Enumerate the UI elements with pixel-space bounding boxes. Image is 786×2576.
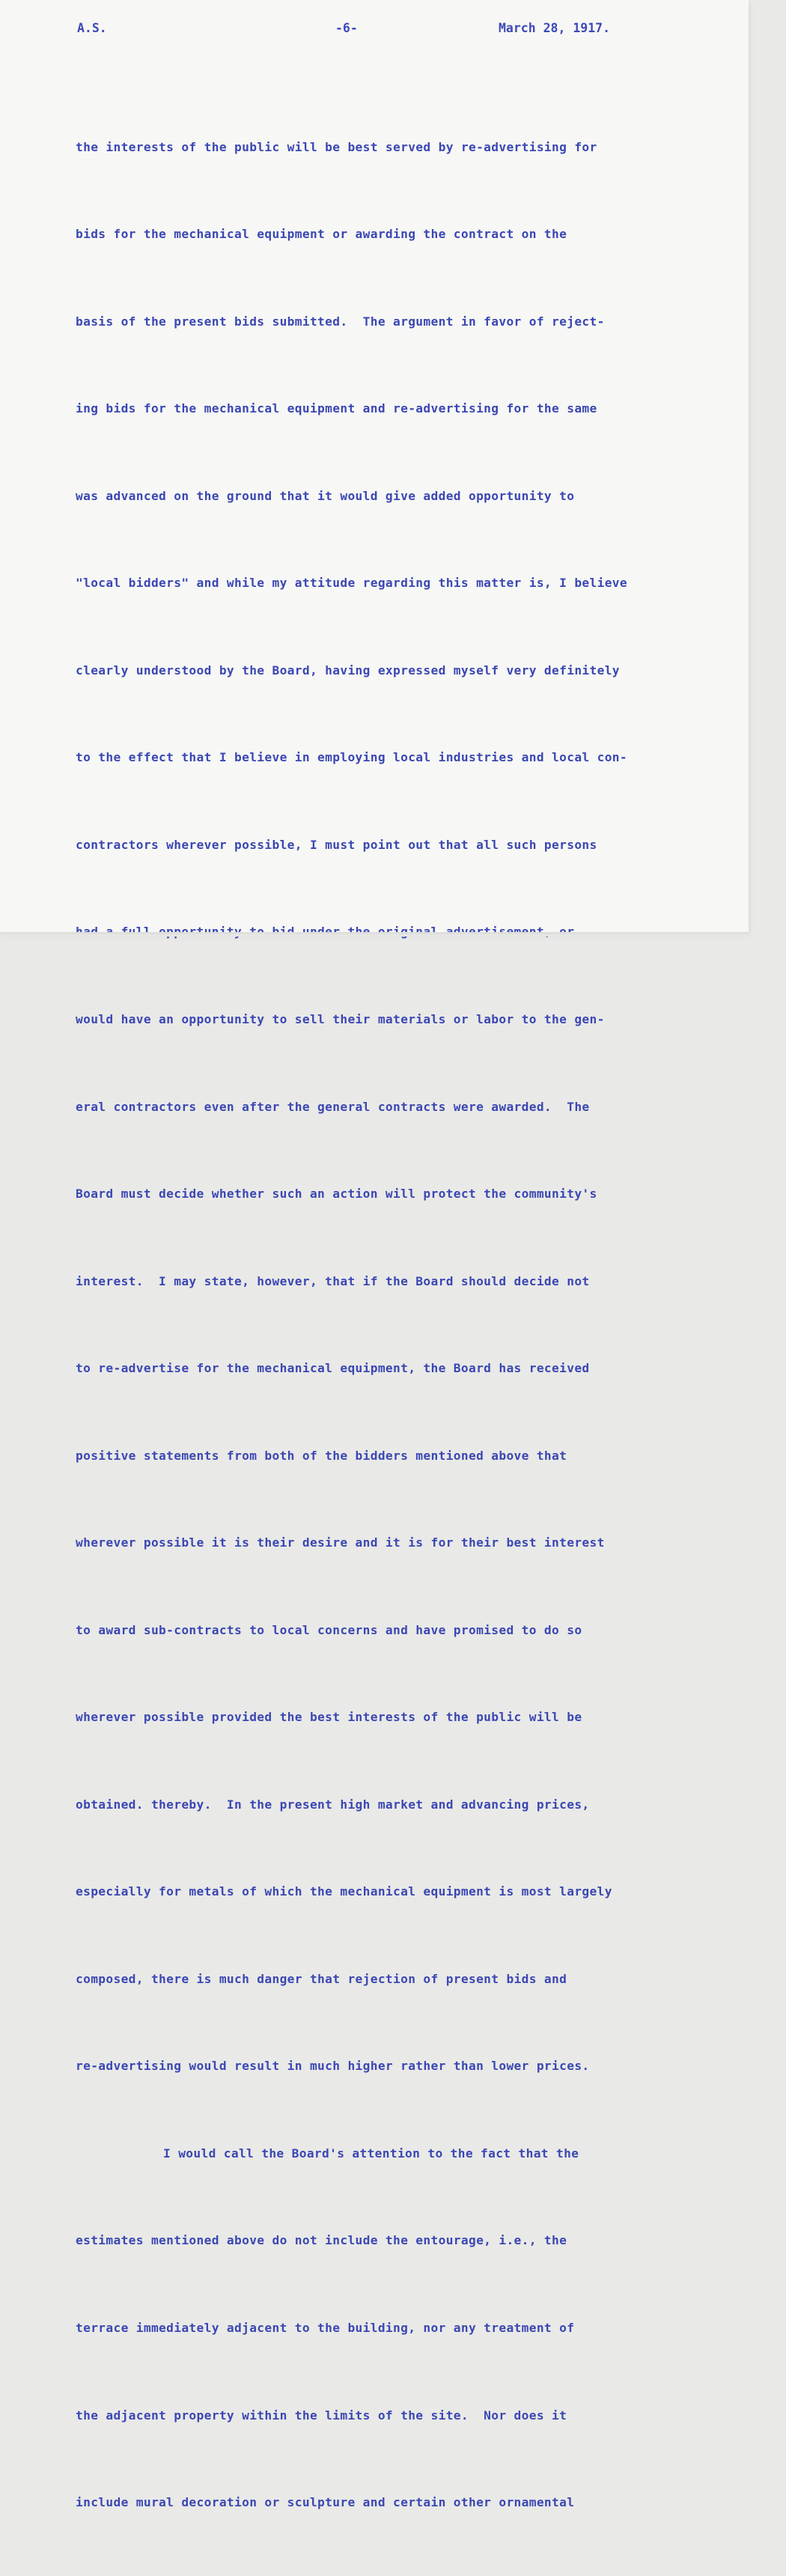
text-line: would have an opportunity to sell their materials or labor to the gen- (76, 1012, 605, 1026)
text-line: "local bidders" and while my attitude regarding this matter is, I believe (76, 576, 627, 591)
text-line: ing bids for the mechanical equipment and re-advertising for the same (76, 401, 597, 416)
text-line: to the effect that I believe in employing local industries and local con- (76, 750, 627, 765)
text-line: re-advertising would result in much higher rather than lower prices. (76, 2059, 590, 2074)
text-line: terrace immediately adjacent to the building, nor any treatment of (76, 2320, 575, 2335)
text-line: estimates mentioned above do not include the entourage, i.e., the (76, 2233, 567, 2248)
text-line: basis of the present bids submitted. The argument in favor of reject- (76, 314, 605, 329)
text-line: the interests of the public will be best served by re-advertising for (76, 139, 597, 154)
text-line: was advanced on the ground that it would give added opportunity to (76, 488, 575, 503)
text-line: clearly understood by the Board, having expressed myself very definitely (76, 663, 620, 678)
text-line: composed, there is much danger that rejection of present bids and (76, 1971, 567, 1986)
text-line: to award sub-contracts to local concerns and have promised to do so (76, 1622, 582, 1637)
text-line: positive statements from both of the bidders mentioned above that (76, 1448, 567, 1463)
text-line: wherever possible provided the best interests of the public will be (76, 1710, 582, 1725)
header-date: March 28, 1917. (499, 21, 611, 35)
paragraph-start-line: I would call the Board's attention to the fact that the (163, 2146, 579, 2161)
text-line: especially for metals of which the mechanical equipment is most largely (76, 1884, 612, 1899)
text-line: eral contractors even after the general contracts were awarded. The (76, 1099, 590, 1114)
text-line: bids for the mechanical equipment or awarding the contract on the (76, 227, 567, 242)
header-initials: A.S. (77, 21, 107, 35)
page-number: -6- (335, 21, 358, 35)
text-line: the adjacent property within the limits of the site. Nor does it (76, 2408, 567, 2423)
text-line: interest. I may state, however, that if the Board should decide not (76, 1273, 590, 1288)
text-line: to re-advertise for the mechanical equipment, the Board has received (76, 1361, 590, 1376)
page-edge-shadow (0, 932, 749, 937)
text-line: include mural decoration or sculpture and certain other ornamental (76, 2495, 575, 2510)
page-header (0, 16, 749, 39)
typed-body-text (76, 75, 719, 2576)
text-line: wherever possible it is their desire and it is for their best interest (76, 1535, 605, 1550)
text-line: obtained. thereby. In the present high market and advancing prices, (76, 1797, 590, 1812)
text-line: Board must decide whether such an action will protect the community's (76, 1187, 597, 1202)
text-line: contractors wherever possible, I must point out that all such persons (76, 837, 597, 852)
